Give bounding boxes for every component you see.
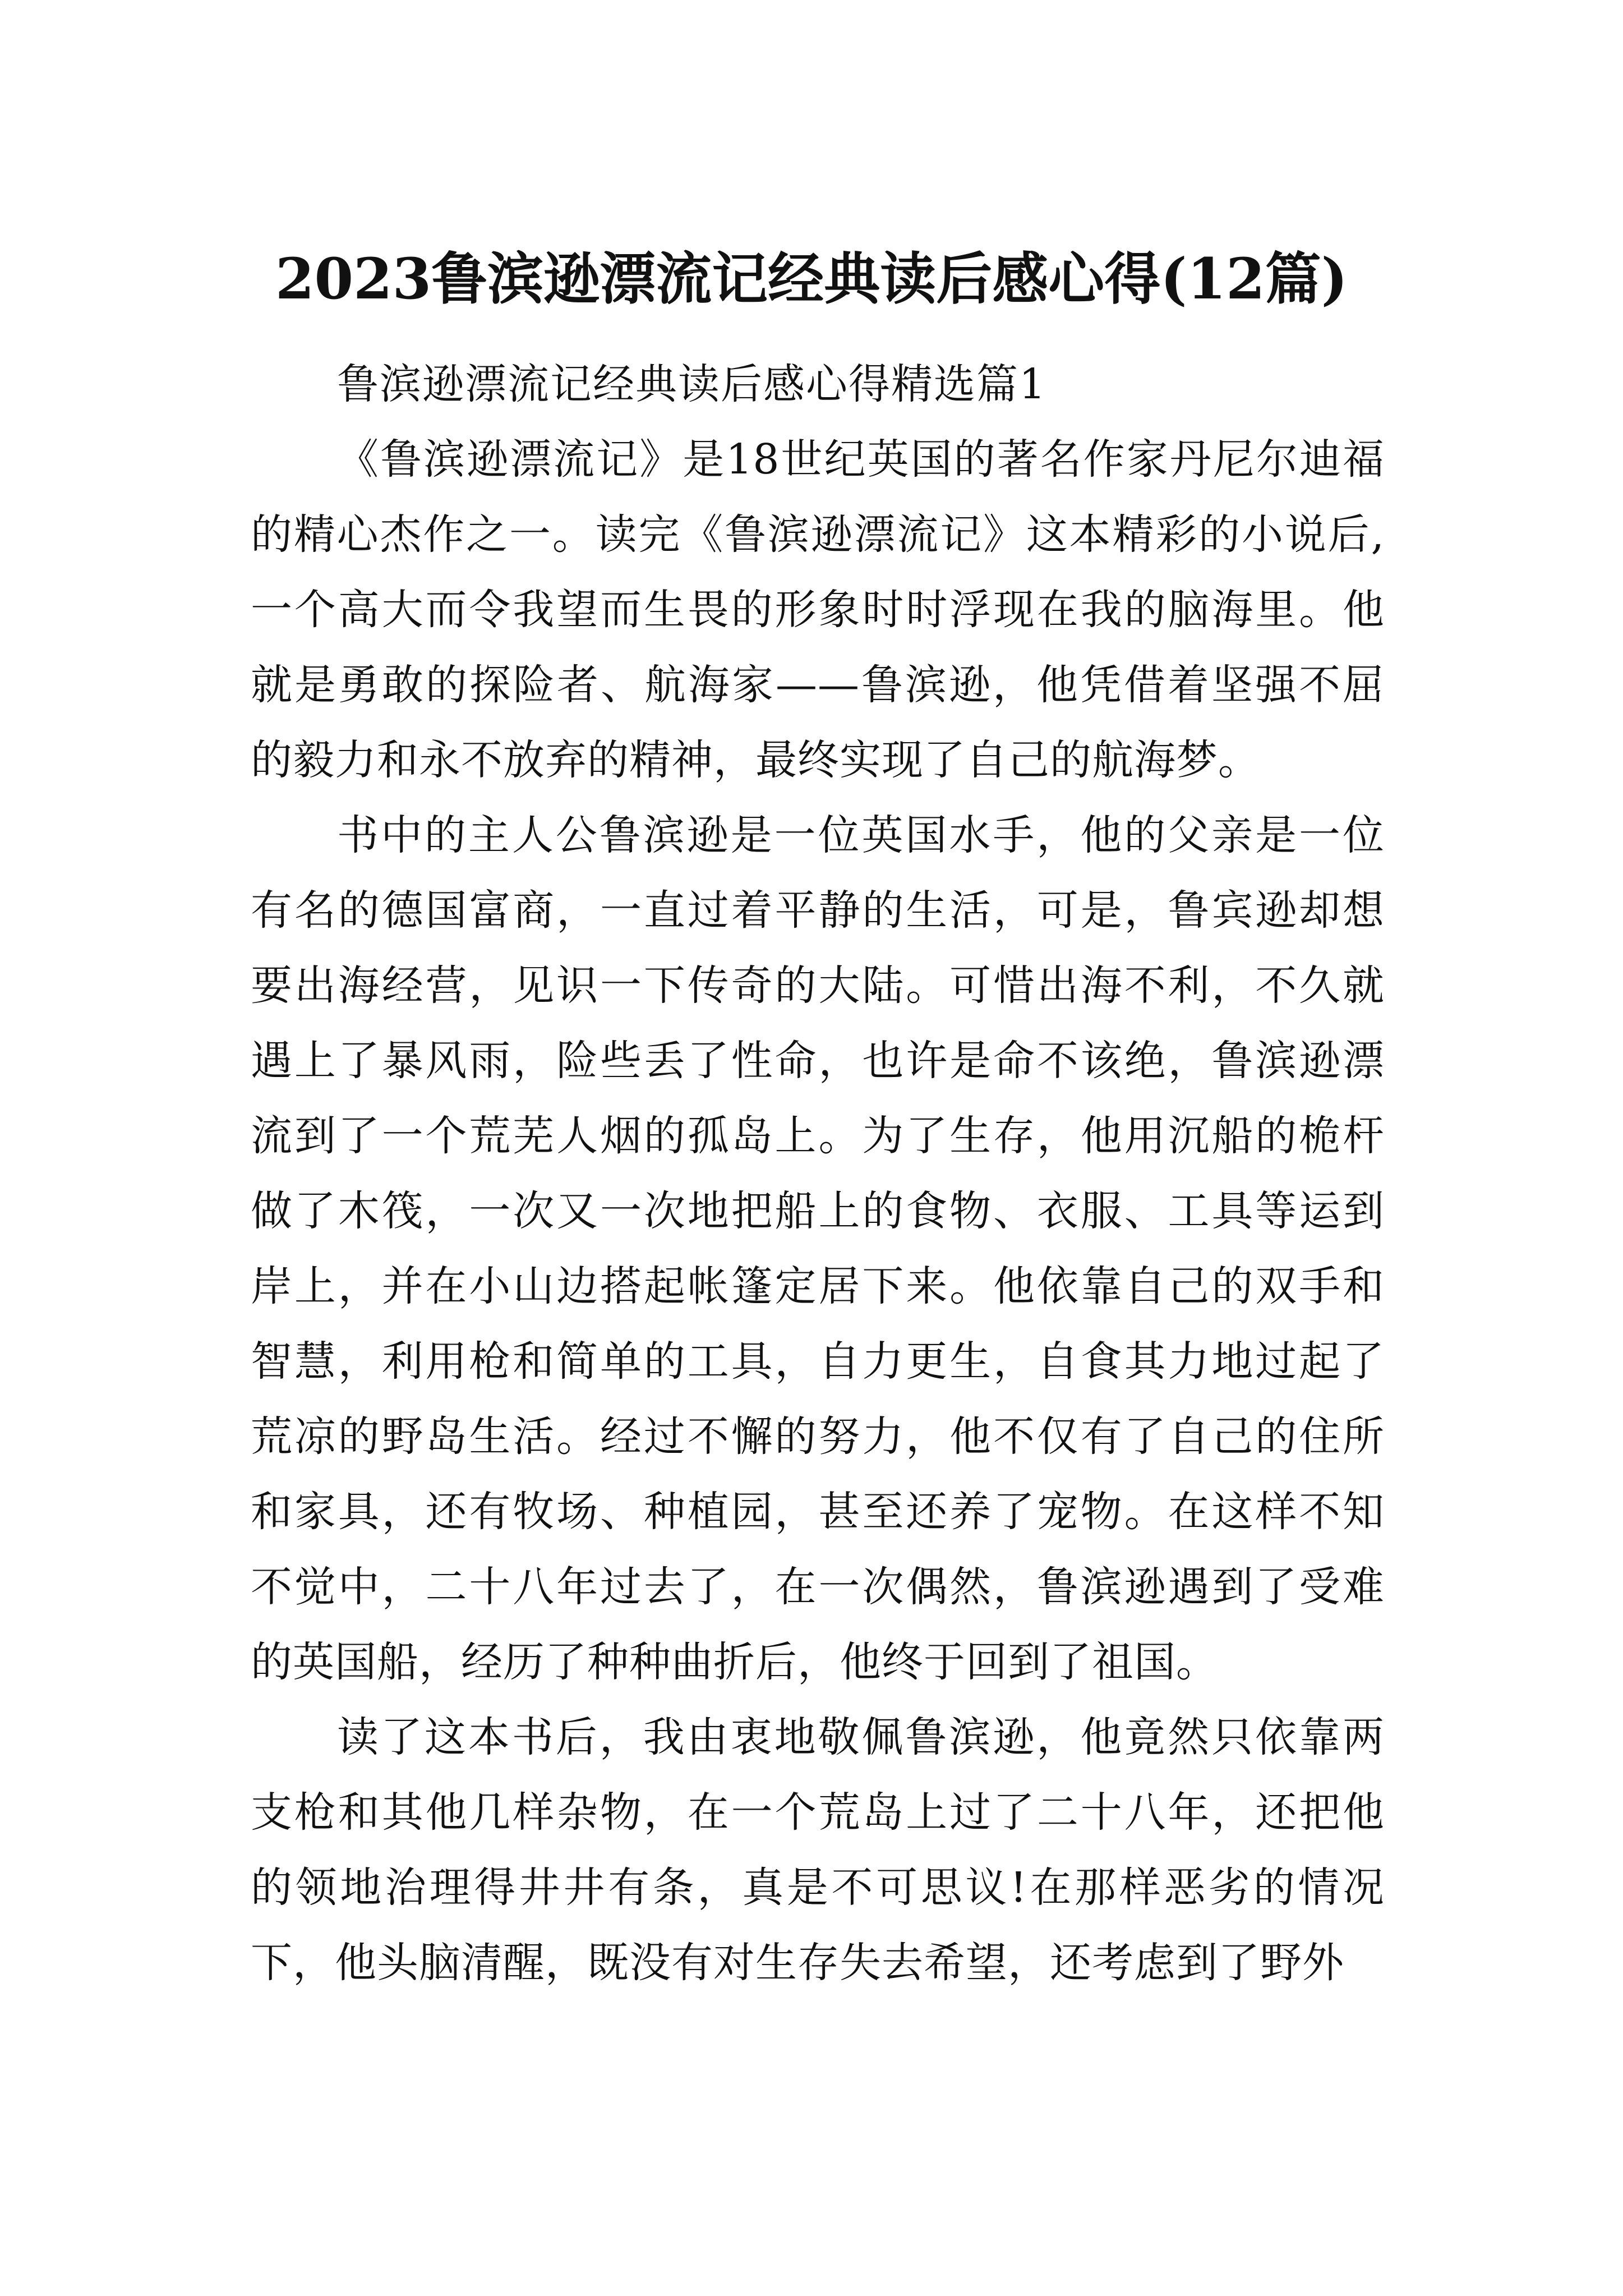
paragraph: 书中的主人公鲁滨逊是一位英国水手，他的父亲是一位有名的德国富商，一直过着平静的生活，可是，鲁宾逊却想要出海经营，见识一下传奇的大陆。可惜出海不利，不久就遇上了暴风雨，险些丢了性命，也许是命不该绝，鲁滨逊漂流到了一个荒芜人烟的孤岛上。为了生存，他用沉船的桅杆做了木筏，一次又一次地把船上的食物、衣服、工具等运到岸上，并在小山边搭起帐篷定居下来。他依靠自己的双手和智慧，利用枪和简单的工具，自力更生，自食其力地过起了荒凉的野岛生活。经过不懈的努力，他不仅有了自己的住所和家具，还有牧场、种植园，甚至还养了宠物。在这样不知不觉中，二十八年过去了，在一次偶然，鲁滨逊遇到了受难的英国船，经历了种种曲折后，他终于回到了祖国。 — [251, 811, 1385, 1686]
section-heading: 鲁滨逊漂流记经典读后感心得精选篇1 — [337, 360, 1047, 408]
paragraph: 读了这本书后，我由衷地敬佩鲁滨逊，他竟然只依靠两支枪和其他几样杂物，在一个荒岛上过了二十八年，还把他的领地治理得井井有条，真是不可思议!在那样恶劣的情况下，他头脑清醒，既没有对生存失去希望，还考虑到了野外 — [251, 1713, 1385, 1987]
document-title: 2023鲁滨逊漂流记经典读后感心得(12篇) — [275, 246, 1348, 312]
paragraph: 《鲁滨逊漂流记》是18世纪英国的著名作家丹尼尔迪福的精心杰作之一。读完《鲁滨逊漂流记》这本精彩的小说后,一个高大而令我望而生畏的形象时时浮现在我的脑海里。他就是勇敢的探险者、航海家——鲁滨逊，他凭借着坚强不屈的毅力和永不放弃的精神，最终实现了自己的航海梦。 — [251, 435, 1385, 784]
document-body — [251, 347, 1385, 2000]
